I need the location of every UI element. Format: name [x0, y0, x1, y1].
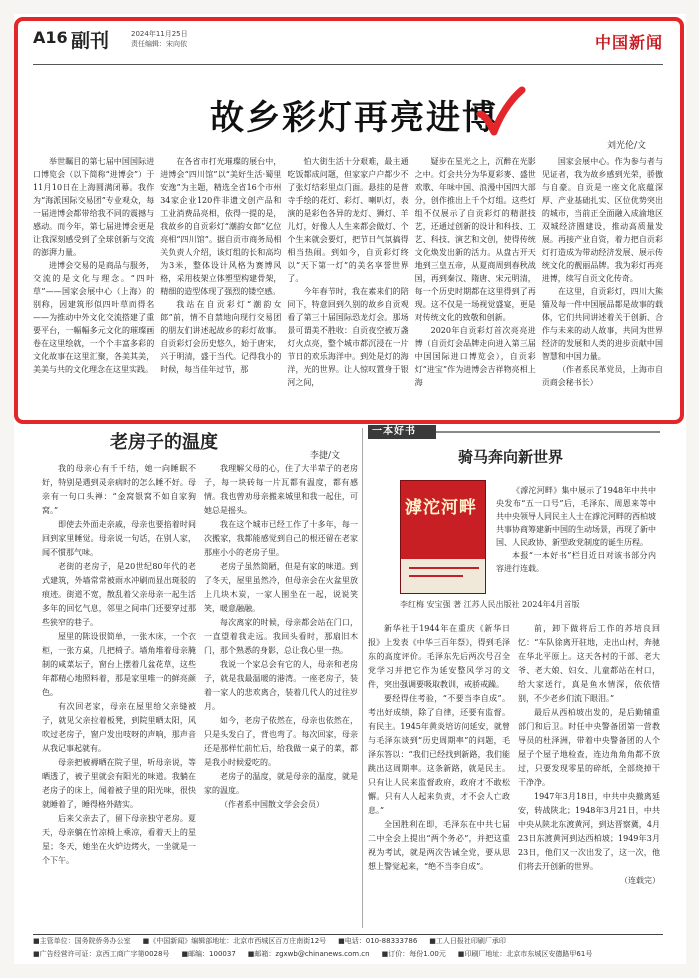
section-tag-rule	[436, 431, 660, 433]
footer-item: ■工人日报社印刷厂承印	[429, 937, 506, 945]
paragraph: 每次离家的时候，母亲都会站在门口，一直望着我走远。我回头看时，那扇旧木门，那个熟悉的身影，总让我心里一热。	[204, 618, 358, 655]
paragraph: （作者系中国散文学会会员）	[220, 800, 324, 809]
footer-item: ■主管单位：国务院侨务办公室	[33, 937, 131, 945]
right-feature-title: 骑马奔向新世界	[458, 448, 564, 466]
paragraph: 今年春节时，我在素来们的陪同下，特意回到久别的故乡自贡观看了第三十届国际恐龙灯会。那场景可谓美不胜收：自贡夜空被万盏灯火点亮，整个城市都沉浸在一片节日的欢乐海洋中。到处是灯的海洋，光的世界。让人惊叹置身于银河之间，	[287, 287, 409, 387]
left-feature-title: 老房子的温度	[110, 432, 218, 453]
book-cover	[400, 480, 486, 594]
paragraph: 1947年3月18日，中共中央撤离延安，转战陕北；1948年3月21日，中共中央从陕北东渡黄河，到达晋察冀，4月23日东渡黄河到达西柏坡；1949年3月23日，他们又一次出发了，这一次，他们将去开创新的世界。	[518, 792, 660, 871]
paragraph: 老房子的温度，就是母亲的温度，就是家的温度。	[204, 772, 358, 795]
paragraph: 进博会交易的是商品与服务，交流的是文化与理念。“四叶草”——国家会展中心（上海）的别称，因建筑形似四叶草而得名——为推动中外文化交流搭建了重要平台，一幅幅多元文化的璀璨画卷在这里绘就，一个个丰富多彩的文化故事在这里汇聚，各美其美，美美与共的文化理念在这里实践。	[33, 261, 155, 374]
paragraph: 本报“一本好书”栏目近日对该书部分内容进行连载。	[496, 551, 656, 573]
main-byline: 刘光伦/文	[607, 141, 647, 151]
left-feature-body	[42, 462, 358, 922]
page-number: A16	[33, 28, 68, 47]
newspaper-logo: 中国新闻	[594, 33, 663, 52]
book-caption: 李红梅 安宝强 著 江苏人民出版社 2024年4月首版	[400, 600, 580, 609]
paragraph: 《滹沱河畔》集中展示了1948年中共中央发布“五一口号”后，毛泽东、周恩来等中共中央领导人同民主人士在滹沱河畔的西柏坡共事协商筹建新中国的生动场景，再现了新中国、人民政协、新型政党制度的诞生历程。	[496, 486, 656, 547]
right-feature-body	[368, 622, 660, 924]
paragraph: 2020年自贡彩灯首次亮亮进博（自贡灯会品牌走向进入第三届中国国际进口博览会），自贡彩灯“进宝”作为进博会吉祥物亮相上海	[414, 326, 536, 387]
footer-item: ■《中国新闻》编辑部地址：北京市西城区百万庄南街12号	[142, 937, 327, 945]
issue-date: 2024年11月25日	[131, 30, 188, 38]
left-feature-byline: 李捷/文	[310, 451, 341, 461]
book-cover-title: 滹沱河畔	[405, 498, 477, 518]
left-col-1	[42, 462, 196, 922]
footer-row-2	[33, 948, 663, 961]
highlight-frame	[14, 17, 684, 424]
footer-item: ■邮箱：zgxwb@chinanews.com.cn	[247, 950, 370, 958]
left-col-2	[204, 462, 358, 922]
paragraph: 怕大街生活十分艰难，最主通吃饭都成问题，但家家户户都少不了张灯结彩里点门面。悬挂的是普寺手绘的花灯、彩灯、喇叭灯，表演的是彩色各异的龙灯、狮灯、羊儿灯，好像人人生来都会做灯、个个生来就会要灯，把节日气氛搞得相当热闹。到如今，自贡彩灯终以“天下第一灯”的美名享誉世界了。	[287, 157, 409, 283]
book-blurb	[496, 484, 656, 575]
footer-item: ■邮编：100037	[181, 950, 236, 958]
paragraph: 我的母亲心有千千结，她一向睡眠不好，特别是遇到灵亲病时的怎么睡不好。母亲有一句口头禅：“金窝银窝不如自家狗窝。”	[42, 464, 196, 515]
paragraph: 我在这个城市已经工作了十多年，每一次搬家，我都能感觉到自己的根还留在老家那座小小的老房子里。	[204, 520, 358, 557]
footer-item: ■订价：每份1.00元	[381, 950, 446, 958]
paragraph: （连载完）	[620, 876, 660, 885]
paragraph: 有次回老家，母亲在屋里给父亲缝被子，就见父亲拉着板凳，到院里晒太阳，风吹过老房子，窗户发出吱呀的声响，那声音从我记事起就有。	[42, 702, 196, 753]
section-name: 副刊	[71, 30, 110, 52]
right-col-1	[368, 622, 510, 924]
paragraph: 疑步在星光之上，沉醉在光影之中。灯会共分为华夏彩麥、盛世欢歌、年味中国、浪漫中国四大部分，创作推出上千个灯组。这些灯组不仅展示了自贡彩灯的精湛技艺，还通过创新的设计和科技、工艺、科技、演艺和文创，使得传统文化焕发出新的活力。从盘古开天地到三皇五帝，从夏商周到春秋战国，再到秦汉、隋唐、宋元明清，每一个历史时期都在这里得到了再现。这不仅是一场视觉盛宴，更是对传统文化的致敬和创新。	[414, 157, 536, 322]
page-footer	[33, 934, 663, 964]
paragraph: 我说一个家总会有它的人，母亲和老房子，就是我最温暖的港湾。一座老房子，装着一家人的悲欢离合，装着几代人的过往岁月。	[204, 660, 358, 711]
paragraph: 国家会展中心。作为参与者与见证者，我为故乡感到光荣，骄傲与自豪。自贡是一座文化底蕴深厚、产业基础扎实、区位优势突出的城市，当前正全面融入成渝地区双城经济圈建设，推动高质量发展。再接产业自资，着力把自贡彩灯打造成为带动经济发展、展示传统文化的靓丽品牌。我为彩灯再亮进博，续写自贡文化传奇。	[541, 157, 664, 283]
paragraph: 我理解父母的心，住了大半辈子的老房子，每一块砖每一片瓦都有温度，都有感情。我也曾劝母亲搬来城里和我一起住，可她总是摇头。	[204, 464, 358, 515]
paragraph: 最后从西柏坡出发的，是后勤辅重部门和后卫。时任中央警备团第一营教导员的杜泽洲，带着中央警备团的人个屋子个屋子地检查，连边角角角都不放过，只要发现零星的碎纸，全部烧掉干干净净。	[518, 708, 660, 787]
paragraph: 前，卸下做将后工作的苏培良回忆：“车队徐离开驻地，走出山村，奔驰在华北平原上。这天各村的干部、老大爷、老大娘、妇女、儿童都站在村口，给大家送行，真是鱼水情深，依依惜别，不少老乡们流下眼泪。”	[518, 624, 660, 703]
paragraph: 全国胜利在即，毛泽东在中共七届二中全会上提出“两个务必”，并把这重视为考试，就是两次告诫全党，要从思想上警觉起来，“绝不当李自成”。	[368, 820, 510, 871]
column-divider	[362, 428, 363, 928]
book-cover-bottom	[401, 559, 486, 593]
paragraph: （作者系民革党员，上海市自贡商会秘书长）	[541, 365, 664, 387]
main-headline: 故乡彩灯再亮进博	[210, 98, 498, 138]
footer-row-1	[33, 935, 663, 948]
paragraph: 如今，老房子依然在，母亲也依然在，只是头发白了，背也弯了。每次回家，母亲还是那样忙前忙后，给我做一桌子的菜，都是我小时候爱吃的。	[204, 716, 358, 767]
paragraph: 我站在自贡彩灯“潮韵女郎”前，情不自禁地向现行交易团的朋友们讲述起故乡的彩灯故事。自贡彩灯会历史悠久，始于唐宋，兴于明清，盛于当代。记得我小的时候，每当佳年过节，那	[160, 300, 282, 374]
paragraph: 举世瞩目的第七届中国国际进口博览会（以下简称“进博会”）于11月10日在上海圆满闭幕。我作为“海派国际交易团”专业观众，每一届进博会都带给我不同的震撼与感动。而今年，第七届进博会更是让我深刻感受到了全球创新与交流的澎湃力量。	[33, 157, 155, 257]
paragraph: 母亲把被褥晒在院子里，听母亲说，等晒透了，被子里就会有阳光的味道。我躺在老房子的床上，闻着被子里的阳光味，很快就睡着了，睡得格外踏实。	[42, 758, 196, 809]
paragraph: 新华社于1944年在重庆《新华日报》上发表《中华三百年祭》，得到毛泽东的高度评价。毛泽东先后两次号召全党学习并把它作为延安整风学习的文件，突出强调要吸取教训，戒骄戒躁。	[368, 624, 510, 689]
paragraph: 老房子虽然简陋，但是有家的味道。到了冬天，屋里虽然冷，但母亲会在火盆里放上几块木炭，一家人围坐在一起，说说笑笑，暖意融融。	[204, 562, 358, 613]
editor-credit: 责任编辑：宋向依	[131, 40, 187, 48]
section-tag: 一本好书	[368, 425, 436, 439]
footer-item: ■印刷厂地址：北京市东城区安德路甲61号	[457, 950, 593, 958]
paragraph: 要经得住考验，“不要当李自成”。考出好成绩，除了自律，还要有监督。有民主。1945年黄炎培访问延安，就曾与毛泽东谈到“历史周期率”的问题，毛泽东答以：“我们已经找到新路，我们能跳出这周期率。这条新路，就是民主。只有让人民来监督政府，政府才不敢松懈。只有人人起来负责，才不会人亡政息。”	[368, 694, 510, 815]
paragraph: 老街的老房子，是20世纪80年代的老式建筑，外墙常常被雨水冲刷而显出斑驳的痕迹。街道不宽，散乱着父亲母亲一起生活多年的回忆气息，邻里之间串门还要穿过那些狭窄的巷子。	[42, 562, 196, 627]
paragraph: 在这里，自贡彩灯，四川大熊猫及每一件中国展品都是故事的载体，它们共同讲述着关于创新、合作与未来的动人故事，共同为世界经济的发展和人类的进步贡献中国智慧和中国力量。	[541, 287, 664, 361]
paragraph: 屋里的陈设很简单，一张木床，一个衣柜，一张方桌，几把椅子。墙角堆着母亲腌制的咸菜坛子，窗台上摆着几盆花草，这些年都精心地照料着，那是家里唯一的鲜亮颜色。	[42, 632, 196, 697]
paragraph: 即使去外面走亲戚，母亲也要掐着时间回到家里睡觉。母亲说一句话，在别人家，闻不惯那气味。	[42, 520, 196, 557]
footer-item: ■广告经营许可证：京西工商广字第0028号	[33, 950, 170, 958]
footer-item: ■电话：010-88333786	[338, 937, 418, 945]
paragraph: 后来父亲去了，留下母亲独守老房。夏天，母亲躺在竹凉椅上乘凉，看着天上的星星；冬天，她坐在火炉边烤火，一坐就是一个下午。	[42, 814, 196, 865]
paragraph: 在各省市打光璀璨的展台中，进博会“四川馆”以“美好生活·蜀里安逸”为主题，精选全省16个市州34家企业120件非遗文创产品和工业消费品亮相，依得一提的是，我故乡的自贡彩灯“潮韵女郎”亿位亮相“四川馆”。据自贡市商务局相关负责人介绍，该灯组的长和高均为3米，整体设计风格为赛博风格，采用枝架立体塑型构建骨架，精细的造型体现了强烈的镂空感。	[160, 157, 282, 296]
right-col-2	[518, 622, 660, 924]
